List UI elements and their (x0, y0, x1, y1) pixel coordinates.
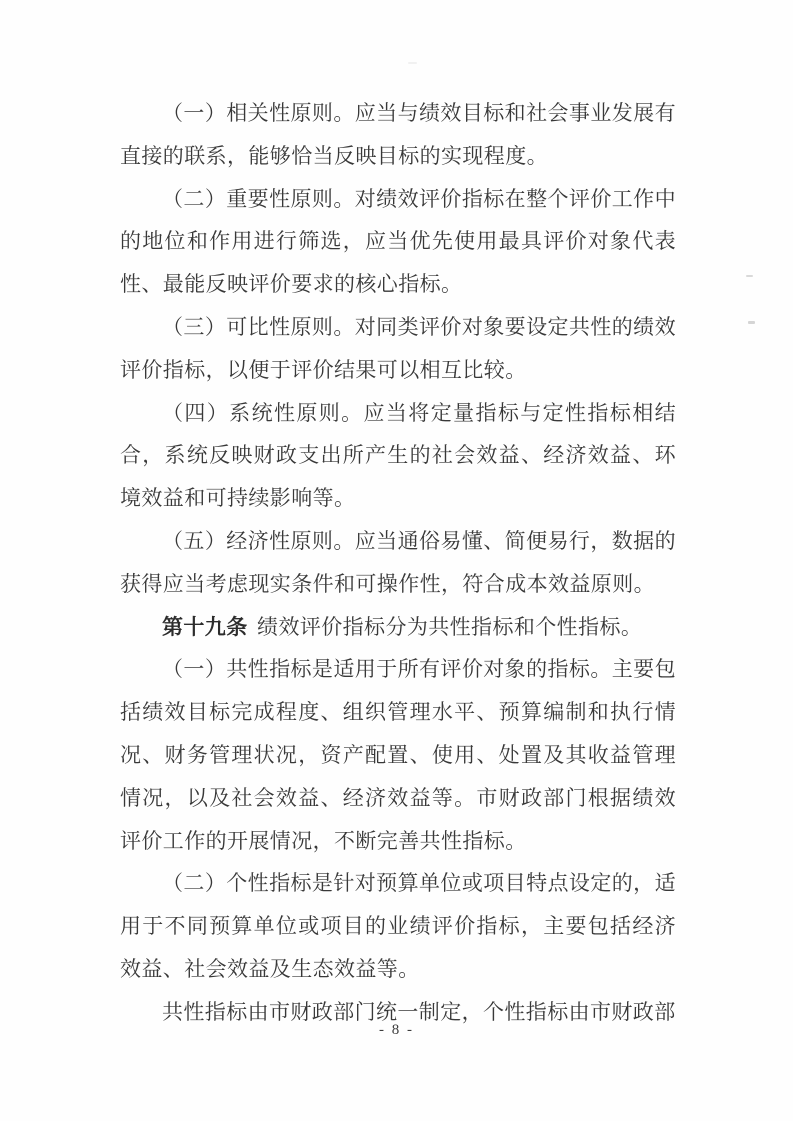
paragraph-individual-indicators: （二）个性指标是针对预算单位或项目特点设定的，适用于不同预算单位或项目的业绩评价指标，主要包括经济效益、社会效益及生态效益等。 (120, 871, 676, 981)
paragraph-principle-2: （二）重要性原则。对绩效评价指标在整个评价工作中的地位和作用进行筛选，应当优先使用最具评价对象代表性、最能反映评价要求的核心指标。 (120, 186, 676, 297)
scan-artifact (408, 62, 417, 64)
text-block (120, 92, 676, 1034)
paragraph-closing: 共性指标由市财政部门统一制定，个性指标由市财政部 (162, 999, 676, 1024)
scan-artifact (748, 321, 755, 324)
paragraph-principle-5: （五）经济性原则。应当通俗易懂、简便易行，数据的获得应当考虑现实条件和可操作性，符合成本效益原则。 (120, 528, 676, 596)
paragraph-principle-1: （一）相关性原则。应当与绩效目标和社会事业发展有直接的联系，能够恰当反映目标的实现程度。 (120, 101, 676, 168)
paragraph-principle-3: （三）可比性原则。对同类评价对象要设定共性的绩效评价指标，以便于评价结果可以相互比较。 (120, 314, 676, 382)
page-number: - 8 - (379, 1022, 414, 1038)
article-number-lead: 第十九条 (162, 614, 248, 639)
paragraph-article-19 (120, 606, 676, 649)
paragraph-principle-4: （四）系统性原则。应当将定量指标与定性指标相结合，系统反映财政支出所产生的社会效益、经济效益、环境效益和可持续影响等。 (120, 400, 676, 511)
paragraph-common-indicators: （一）共性指标是适用于所有评价对象的指标。主要包括绩效目标完成程度、组织管理水平、预算编制和执行情况、财务管理状况，资产配置、使用、处置及其收益管理情况，以及社会效益、经济效益等。市财政部门根据绩效评价工作的开展情况，不断完善共性指标。 (120, 657, 676, 853)
scan-artifact (746, 275, 753, 277)
article-body-text: 绩效评价指标分为共性指标和个性指标。 (257, 614, 643, 639)
